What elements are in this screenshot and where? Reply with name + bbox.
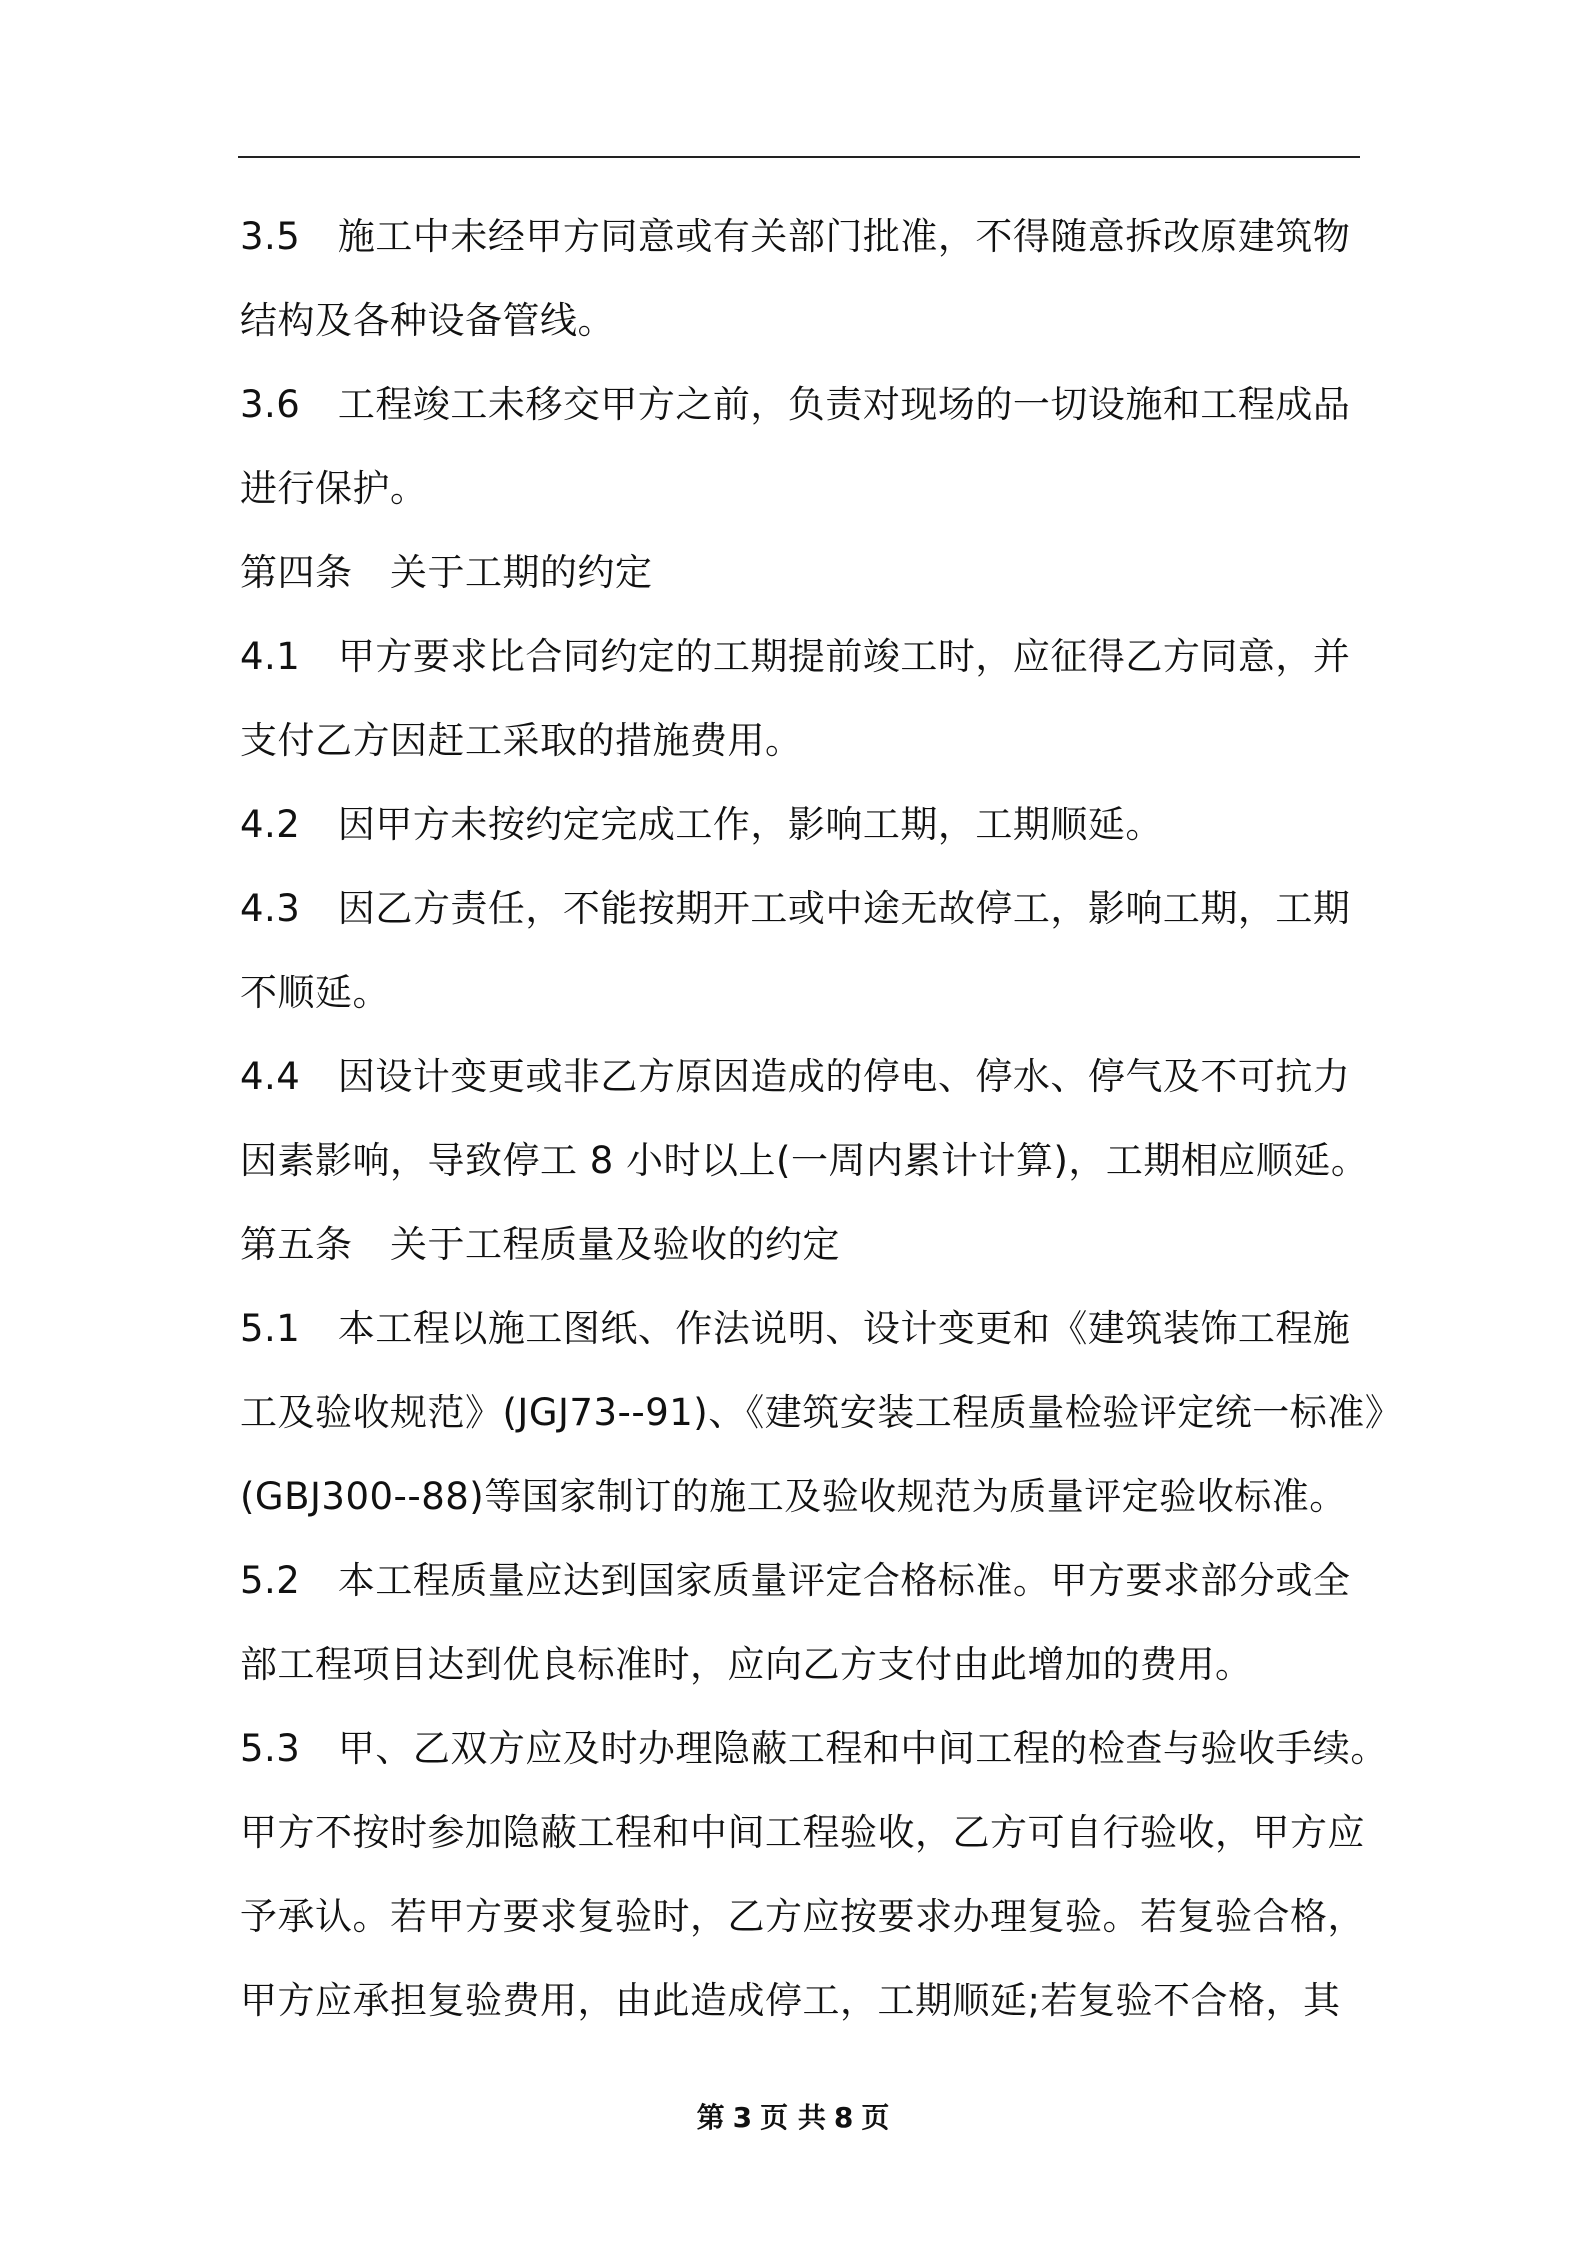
text-line: 结构及各种设备管线。 (240, 299, 615, 342)
footer-current-page: 3 (732, 2101, 753, 2134)
text-line: 4.3 因乙方责任，不能按期开工或中途无故停工，影响工期，工期 (240, 887, 1351, 930)
text-line: 甲方应承担复验费用，由此造成停工，工期顺延;若复验不合格，其 (240, 1979, 1341, 2022)
footer-middle: 页 共 (760, 2101, 826, 2134)
text-line: 工及验收规范》(JGJ73--91)、《建筑安装工程质量检验评定统一标准》 (240, 1391, 1403, 1434)
text-line: 进行保护。 (240, 467, 428, 510)
text-line: 3.6 工程竣工未移交甲方之前，负责对现场的一切设施和工程成品 (240, 383, 1351, 426)
text-line: 4.4 因设计变更或非乙方原因造成的停电、停水、停气及不可抗力 (240, 1055, 1351, 1098)
section-heading: 第五条 关于工程质量及验收的约定 (240, 1223, 840, 1266)
text-line: 甲方不按时参加隐蔽工程和中间工程验收，乙方可自行验收，甲方应 (240, 1811, 1365, 1854)
text-line: 支付乙方因赶工采取的措施费用。 (240, 719, 803, 762)
text-line: (GBJ300--88)等国家制订的施工及验收规范为质量评定验收标准。 (240, 1475, 1347, 1518)
section-heading: 第四条 关于工期的约定 (240, 551, 653, 594)
text-line: 予承认。若甲方要求复验时，乙方应按要求办理复验。若复验合格， (240, 1895, 1365, 1938)
footer-total-pages: 8 (833, 2101, 854, 2134)
footer-prefix: 第 (696, 2101, 725, 2134)
page-footer (0, 2096, 1586, 2136)
text-line: 4.1 甲方要求比合同约定的工期提前竣工时，应征得乙方同意，并 (240, 635, 1351, 678)
footer-suffix: 页 (861, 2101, 890, 2134)
text-line: 不顺延。 (240, 971, 390, 1014)
text-line: 4.2 因甲方未按约定完成工作，影响工期，工期顺延。 (240, 803, 1163, 846)
text-line: 3.5 施工中未经甲方同意或有关部门批准，不得随意拆改原建筑物 (240, 215, 1351, 258)
header-rule (238, 156, 1360, 158)
text-line: 5.2 本工程质量应达到国家质量评定合格标准。甲方要求部分或全 (240, 1559, 1351, 1602)
text-line: 因素影响，导致停工 8 小时以上(一周内累计计算)，工期相应顺延。 (240, 1139, 1369, 1182)
text-line: 部工程项目达到优良标准时，应向乙方支付由此增加的费用。 (240, 1643, 1253, 1686)
text-line: 5.1 本工程以施工图纸、作法说明、设计变更和《建筑装饰工程施 (240, 1307, 1351, 1350)
text-line: 5.3 甲、乙双方应及时办理隐蔽工程和中间工程的检查与验收手续。 (240, 1727, 1388, 1770)
document-body (240, 195, 1403, 2043)
